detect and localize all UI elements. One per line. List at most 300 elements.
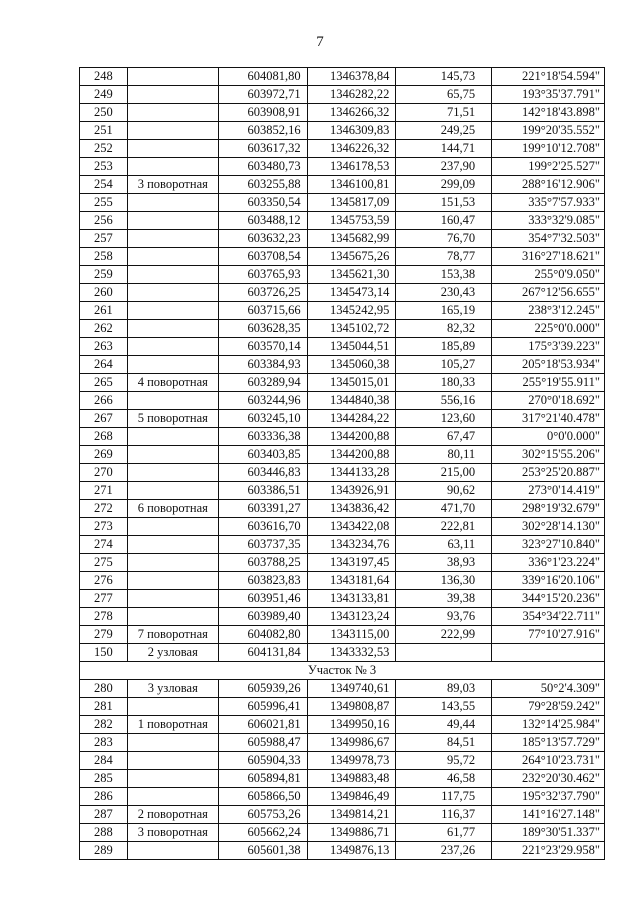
table-row (80, 788, 605, 806)
y-coordinate-cell: 1349808,87 (307, 698, 396, 716)
segment-length-cell: 144,71 (396, 140, 492, 158)
table-row (80, 140, 605, 158)
segment-length-cell: 249,25 (396, 122, 492, 140)
y-coordinate-cell: 1349886,71 (307, 824, 396, 842)
point-number-cell: 271 (80, 482, 128, 500)
x-coordinate-cell: 603715,66 (218, 302, 307, 320)
point-type-cell (127, 482, 218, 500)
segment-length-cell: 82,32 (396, 320, 492, 338)
point-type-cell (127, 536, 218, 554)
table-row (80, 86, 605, 104)
direction-angle-cell: 189°30'51.337" (492, 824, 605, 842)
y-coordinate-cell: 1346282,22 (307, 86, 396, 104)
direction-angle-cell: 302°15'55.206" (492, 446, 605, 464)
direction-angle-cell: 238°3'12.245" (492, 302, 605, 320)
y-coordinate-cell: 1349846,49 (307, 788, 396, 806)
point-number-cell: 248 (80, 68, 128, 86)
table-row (80, 644, 605, 662)
x-coordinate-cell: 603617,32 (218, 140, 307, 158)
table-row (80, 302, 605, 320)
point-number-cell: 280 (80, 680, 128, 698)
y-coordinate-cell: 1346309,83 (307, 122, 396, 140)
point-type-cell: 4 поворотная (127, 374, 218, 392)
y-coordinate-cell: 1349978,73 (307, 752, 396, 770)
y-coordinate-cell: 1344284,22 (307, 410, 396, 428)
segment-length-cell: 222,99 (396, 626, 492, 644)
direction-angle-cell: 323°27'10.840" (492, 536, 605, 554)
x-coordinate-cell: 605996,41 (218, 698, 307, 716)
x-coordinate-cell: 603570,14 (218, 338, 307, 356)
y-coordinate-cell: 1343926,91 (307, 482, 396, 500)
coordinates-table (79, 67, 605, 860)
segment-length-cell: 89,03 (396, 680, 492, 698)
point-number-cell: 263 (80, 338, 128, 356)
point-number-cell: 270 (80, 464, 128, 482)
y-coordinate-cell: 1345675,26 (307, 248, 396, 266)
x-coordinate-cell: 603255,88 (218, 176, 307, 194)
section-header-group (80, 662, 605, 680)
point-number-cell: 259 (80, 266, 128, 284)
point-type-cell: 6 поворотная (127, 500, 218, 518)
point-number-cell: 268 (80, 428, 128, 446)
segment-length-cell: 165,19 (396, 302, 492, 320)
table-row (80, 212, 605, 230)
y-coordinate-cell: 1349883,48 (307, 770, 396, 788)
point-type-cell (127, 356, 218, 374)
y-coordinate-cell: 1346378,84 (307, 68, 396, 86)
segment-length-cell: 123,60 (396, 410, 492, 428)
table-row (80, 716, 605, 734)
table-row (80, 734, 605, 752)
table-row (80, 842, 605, 860)
table-row (80, 122, 605, 140)
point-type-cell (127, 302, 218, 320)
point-number-cell: 264 (80, 356, 128, 374)
direction-angle-cell: 354°34'22.711" (492, 608, 605, 626)
table-row (80, 266, 605, 284)
segment-length-cell: 222,81 (396, 518, 492, 536)
point-type-cell: 2 поворотная (127, 806, 218, 824)
point-number-cell: 278 (80, 608, 128, 626)
point-type-cell (127, 248, 218, 266)
table-row (80, 590, 605, 608)
table-row (80, 176, 605, 194)
direction-angle-cell: 77°10'27.916" (492, 626, 605, 644)
x-coordinate-cell: 603446,83 (218, 464, 307, 482)
x-coordinate-cell: 603350,54 (218, 194, 307, 212)
direction-angle-cell: 50°2'4.309" (492, 680, 605, 698)
point-type-cell (127, 158, 218, 176)
x-coordinate-cell: 603403,85 (218, 446, 307, 464)
y-coordinate-cell: 1343836,42 (307, 500, 396, 518)
y-coordinate-cell: 1344133,28 (307, 464, 396, 482)
coordinates-table-body-a (80, 68, 605, 662)
segment-length-cell: 143,55 (396, 698, 492, 716)
x-coordinate-cell: 603989,40 (218, 608, 307, 626)
table-row (80, 194, 605, 212)
direction-angle-cell: 175°3'39.223" (492, 338, 605, 356)
y-coordinate-cell: 1343115,00 (307, 626, 396, 644)
point-number-cell: 275 (80, 554, 128, 572)
y-coordinate-cell: 1344200,88 (307, 446, 396, 464)
point-type-cell (127, 122, 218, 140)
direction-angle-cell: 288°16'12.906" (492, 176, 605, 194)
y-coordinate-cell: 1349740,61 (307, 680, 396, 698)
point-type-cell (127, 554, 218, 572)
x-coordinate-cell: 603823,83 (218, 572, 307, 590)
point-type-cell (127, 446, 218, 464)
x-coordinate-cell: 603737,35 (218, 536, 307, 554)
point-number-cell: 273 (80, 518, 128, 536)
point-type-cell (127, 842, 218, 860)
x-coordinate-cell: 605601,38 (218, 842, 307, 860)
point-type-cell (127, 590, 218, 608)
table-row (80, 572, 605, 590)
point-number-cell: 249 (80, 86, 128, 104)
y-coordinate-cell: 1345682,99 (307, 230, 396, 248)
direction-angle-cell: 185°13'57.729" (492, 734, 605, 752)
direction-angle-cell: 199°2'25.527" (492, 158, 605, 176)
y-coordinate-cell: 1345015,01 (307, 374, 396, 392)
direction-angle-cell: 344°15'20.236" (492, 590, 605, 608)
y-coordinate-cell: 1349986,67 (307, 734, 396, 752)
point-number-cell: 269 (80, 446, 128, 464)
table-row (80, 356, 605, 374)
point-type-cell (127, 320, 218, 338)
segment-length-cell: 215,00 (396, 464, 492, 482)
table-row (80, 482, 605, 500)
segment-length-cell: 105,27 (396, 356, 492, 374)
x-coordinate-cell: 603289,94 (218, 374, 307, 392)
direction-angle-cell: 79°28'59.242" (492, 698, 605, 716)
point-number-cell: 284 (80, 752, 128, 770)
table-row (80, 392, 605, 410)
table-row (80, 248, 605, 266)
point-number-cell: 274 (80, 536, 128, 554)
point-number-cell: 288 (80, 824, 128, 842)
table-row (80, 752, 605, 770)
x-coordinate-cell: 603336,38 (218, 428, 307, 446)
y-coordinate-cell: 1343332,53 (307, 644, 396, 662)
segment-length-cell: 180,33 (396, 374, 492, 392)
direction-angle-cell: 205°18'53.934" (492, 356, 605, 374)
section-header-row (80, 662, 605, 680)
table-row (80, 536, 605, 554)
y-coordinate-cell: 1346100,81 (307, 176, 396, 194)
segment-length-cell: 471,70 (396, 500, 492, 518)
table-row (80, 158, 605, 176)
direction-angle-cell: 335°7'57.933" (492, 194, 605, 212)
direction-angle-cell: 141°16'27.148" (492, 806, 605, 824)
point-number-cell: 254 (80, 176, 128, 194)
x-coordinate-cell: 603616,70 (218, 518, 307, 536)
point-number-cell: 250 (80, 104, 128, 122)
table-row (80, 554, 605, 572)
page-number: 7 (316, 34, 324, 50)
direction-angle-cell: 264°10'23.731" (492, 752, 605, 770)
direction-angle-cell: 199°10'12.708" (492, 140, 605, 158)
point-number-cell: 265 (80, 374, 128, 392)
point-type-cell (127, 464, 218, 482)
direction-angle-cell (492, 644, 605, 662)
segment-length-cell: 556,16 (396, 392, 492, 410)
point-type-cell (127, 770, 218, 788)
direction-angle-cell: 221°23'29.958" (492, 842, 605, 860)
y-coordinate-cell: 1345621,30 (307, 266, 396, 284)
point-number-cell: 260 (80, 284, 128, 302)
point-number-cell: 266 (80, 392, 128, 410)
segment-length-cell: 39,38 (396, 590, 492, 608)
direction-angle-cell: 273°0'14.419" (492, 482, 605, 500)
x-coordinate-cell: 603852,16 (218, 122, 307, 140)
point-type-cell (127, 788, 218, 806)
y-coordinate-cell: 1344840,38 (307, 392, 396, 410)
x-coordinate-cell: 603708,54 (218, 248, 307, 266)
direction-angle-cell: 132°14'25.984" (492, 716, 605, 734)
direction-angle-cell: 316°27'18.621" (492, 248, 605, 266)
segment-length-cell: 153,38 (396, 266, 492, 284)
x-coordinate-cell: 603788,25 (218, 554, 307, 572)
table-row (80, 284, 605, 302)
y-coordinate-cell: 1343133,81 (307, 590, 396, 608)
point-type-cell (127, 338, 218, 356)
point-number-cell: 150 (80, 644, 128, 662)
table-row (80, 806, 605, 824)
segment-length-cell: 136,30 (396, 572, 492, 590)
direction-angle-cell: 333°32'9.085" (492, 212, 605, 230)
segment-length-cell: 71,51 (396, 104, 492, 122)
x-coordinate-cell: 603245,10 (218, 410, 307, 428)
point-type-cell (127, 734, 218, 752)
point-type-cell (127, 428, 218, 446)
direction-angle-cell: 270°0'18.692" (492, 392, 605, 410)
segment-length-cell: 61,77 (396, 824, 492, 842)
point-number-cell: 277 (80, 590, 128, 608)
segment-length-cell: 117,75 (396, 788, 492, 806)
point-number-cell: 261 (80, 302, 128, 320)
segment-length-cell: 93,76 (396, 608, 492, 626)
section-title: Участок № 3 (80, 662, 605, 680)
point-number-cell: 276 (80, 572, 128, 590)
point-type-cell (127, 284, 218, 302)
x-coordinate-cell: 604082,80 (218, 626, 307, 644)
table-row (80, 104, 605, 122)
segment-length-cell: 237,26 (396, 842, 492, 860)
y-coordinate-cell: 1349814,21 (307, 806, 396, 824)
direction-angle-cell: 298°19'32.679" (492, 500, 605, 518)
point-type-cell (127, 86, 218, 104)
point-type-cell: 7 поворотная (127, 626, 218, 644)
direction-angle-cell: 317°21'40.478" (492, 410, 605, 428)
y-coordinate-cell: 1349950,16 (307, 716, 396, 734)
x-coordinate-cell: 603908,91 (218, 104, 307, 122)
table-row (80, 428, 605, 446)
direction-angle-cell: 336°1'23.224" (492, 554, 605, 572)
table-row (80, 338, 605, 356)
table-row (80, 680, 605, 698)
point-type-cell (127, 266, 218, 284)
direction-angle-cell: 354°7'32.503" (492, 230, 605, 248)
segment-length-cell: 299,09 (396, 176, 492, 194)
x-coordinate-cell: 605904,33 (218, 752, 307, 770)
direction-angle-cell: 302°28'14.130" (492, 518, 605, 536)
direction-angle-cell: 339°16'20.106" (492, 572, 605, 590)
x-coordinate-cell: 605894,81 (218, 770, 307, 788)
table-row (80, 446, 605, 464)
segment-length-cell: 78,77 (396, 248, 492, 266)
segment-length-cell: 95,72 (396, 752, 492, 770)
y-coordinate-cell: 1346226,32 (307, 140, 396, 158)
point-type-cell (127, 392, 218, 410)
point-number-cell: 279 (80, 626, 128, 644)
point-type-cell: 1 поворотная (127, 716, 218, 734)
point-type-cell: 2 узловая (127, 644, 218, 662)
table-row (80, 698, 605, 716)
segment-length-cell: 65,75 (396, 86, 492, 104)
point-number-cell: 286 (80, 788, 128, 806)
x-coordinate-cell: 604131,84 (218, 644, 307, 662)
point-number-cell: 257 (80, 230, 128, 248)
segment-length-cell: 145,73 (396, 68, 492, 86)
y-coordinate-cell: 1345044,51 (307, 338, 396, 356)
table-row (80, 770, 605, 788)
point-number-cell: 283 (80, 734, 128, 752)
point-number-cell: 253 (80, 158, 128, 176)
segment-length-cell: 80,11 (396, 446, 492, 464)
point-type-cell (127, 104, 218, 122)
y-coordinate-cell: 1345817,09 (307, 194, 396, 212)
direction-angle-cell: 253°25'20.887" (492, 464, 605, 482)
point-type-cell (127, 518, 218, 536)
x-coordinate-cell: 604081,80 (218, 68, 307, 86)
x-coordinate-cell: 603391,27 (218, 500, 307, 518)
x-coordinate-cell: 603632,23 (218, 230, 307, 248)
y-coordinate-cell: 1343422,08 (307, 518, 396, 536)
x-coordinate-cell: 605988,47 (218, 734, 307, 752)
direction-angle-cell: 232°20'30.462" (492, 770, 605, 788)
point-type-cell (127, 752, 218, 770)
direction-angle-cell: 225°0'0.000" (492, 320, 605, 338)
y-coordinate-cell: 1346266,32 (307, 104, 396, 122)
direction-angle-cell: 193°35'37.791" (492, 86, 605, 104)
table-row (80, 608, 605, 626)
segment-length-cell: 151,53 (396, 194, 492, 212)
table-row (80, 374, 605, 392)
y-coordinate-cell: 1345242,95 (307, 302, 396, 320)
point-number-cell: 285 (80, 770, 128, 788)
segment-length-cell: 160,47 (396, 212, 492, 230)
y-coordinate-cell: 1346178,53 (307, 158, 396, 176)
point-type-cell: 3 узловая (127, 680, 218, 698)
segment-length-cell: 116,37 (396, 806, 492, 824)
point-number-cell: 282 (80, 716, 128, 734)
x-coordinate-cell: 603386,51 (218, 482, 307, 500)
point-type-cell: 3 поворотная (127, 824, 218, 842)
point-number-cell: 251 (80, 122, 128, 140)
table-row (80, 500, 605, 518)
table-row (80, 230, 605, 248)
point-type-cell (127, 68, 218, 86)
y-coordinate-cell: 1344200,88 (307, 428, 396, 446)
x-coordinate-cell: 605662,24 (218, 824, 307, 842)
x-coordinate-cell: 603628,35 (218, 320, 307, 338)
table-row (80, 410, 605, 428)
segment-length-cell: 90,62 (396, 482, 492, 500)
point-type-cell: 5 поворотная (127, 410, 218, 428)
point-number-cell: 281 (80, 698, 128, 716)
segment-length-cell: 185,89 (396, 338, 492, 356)
point-number-cell: 258 (80, 248, 128, 266)
segment-length-cell (396, 644, 492, 662)
y-coordinate-cell: 1345060,38 (307, 356, 396, 374)
table-row (80, 824, 605, 842)
x-coordinate-cell: 605866,50 (218, 788, 307, 806)
table-row (80, 518, 605, 536)
point-type-cell (127, 698, 218, 716)
point-type-cell (127, 608, 218, 626)
direction-angle-cell: 199°20'35.552" (492, 122, 605, 140)
point-type-cell (127, 212, 218, 230)
y-coordinate-cell: 1349876,13 (307, 842, 396, 860)
segment-length-cell: 67,47 (396, 428, 492, 446)
point-type-cell (127, 140, 218, 158)
point-type-cell (127, 572, 218, 590)
point-number-cell: 267 (80, 410, 128, 428)
x-coordinate-cell: 605939,26 (218, 680, 307, 698)
y-coordinate-cell: 1343181,64 (307, 572, 396, 590)
x-coordinate-cell: 603488,12 (218, 212, 307, 230)
y-coordinate-cell: 1345753,59 (307, 212, 396, 230)
segment-length-cell: 49,44 (396, 716, 492, 734)
y-coordinate-cell: 1345102,72 (307, 320, 396, 338)
segment-length-cell: 237,90 (396, 158, 492, 176)
point-number-cell: 287 (80, 806, 128, 824)
point-number-cell: 255 (80, 194, 128, 212)
x-coordinate-cell: 603726,25 (218, 284, 307, 302)
y-coordinate-cell: 1343234,76 (307, 536, 396, 554)
direction-angle-cell: 221°18'54.594" (492, 68, 605, 86)
y-coordinate-cell: 1343197,45 (307, 554, 396, 572)
direction-angle-cell: 255°19'55.911" (492, 374, 605, 392)
table-row (80, 68, 605, 86)
point-number-cell: 272 (80, 500, 128, 518)
point-number-cell: 289 (80, 842, 128, 860)
x-coordinate-cell: 603765,93 (218, 266, 307, 284)
segment-length-cell: 46,58 (396, 770, 492, 788)
coordinates-table-body-b (80, 680, 605, 860)
point-number-cell: 262 (80, 320, 128, 338)
x-coordinate-cell: 603951,46 (218, 590, 307, 608)
x-coordinate-cell: 606021,81 (218, 716, 307, 734)
table-row (80, 464, 605, 482)
direction-angle-cell: 267°12'56.655" (492, 284, 605, 302)
segment-length-cell: 230,43 (396, 284, 492, 302)
direction-angle-cell: 142°18'43.898" (492, 104, 605, 122)
y-coordinate-cell: 1343123,24 (307, 608, 396, 626)
direction-angle-cell: 255°0'9.050" (492, 266, 605, 284)
point-type-cell: 3 поворотная (127, 176, 218, 194)
point-type-cell (127, 194, 218, 212)
point-number-cell: 252 (80, 140, 128, 158)
point-number-cell: 256 (80, 212, 128, 230)
table-row (80, 320, 605, 338)
segment-length-cell: 63,11 (396, 536, 492, 554)
x-coordinate-cell: 603972,71 (218, 86, 307, 104)
x-coordinate-cell: 605753,26 (218, 806, 307, 824)
segment-length-cell: 76,70 (396, 230, 492, 248)
direction-angle-cell: 0°0'0.000" (492, 428, 605, 446)
segment-length-cell: 84,51 (396, 734, 492, 752)
